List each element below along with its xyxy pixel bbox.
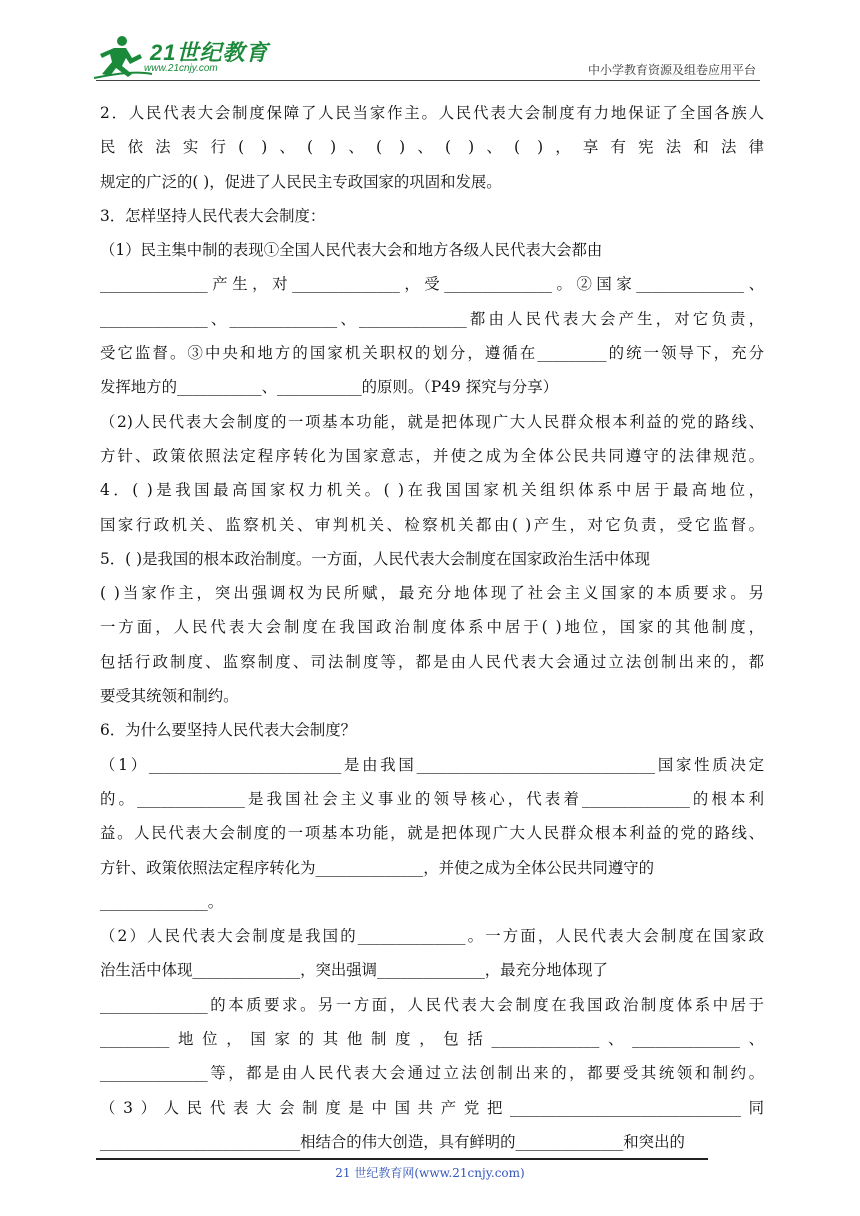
- text-line: 民依法实行( )、( )、( )、( )、( )，享有宪法和法律: [100, 138, 764, 157]
- text-line: 受它监督。③中央和地方的国家机关职权的划分，遵循在_________的统一领导下，充分: [100, 344, 764, 363]
- text-line: 包括行政制度、监察制度、司法制度等，都是由人民代表大会通过立法创制出来的，都: [100, 652, 764, 671]
- footer-text: 21 世纪教育网(www.21cnjy.com): [335, 1166, 525, 1180]
- text-line: 的。______________是我国社会主义事业的领导核心，代表着______________的根本利: [100, 789, 764, 808]
- logo-text: 21世纪教育: [150, 40, 269, 65]
- worksheet-body: [100, 96, 764, 1159]
- text-line: ( )当家作主，突出强调权为民所赋，最充分地体现了社会主义国家的本质要求。另: [100, 584, 764, 603]
- text-line: 方针、政策依照法定程序转化为______________，并使之成为全体公民共同遵守的: [100, 858, 655, 877]
- text-line: 发挥地方的___________、___________的原则。（P49 探究与分享）: [100, 378, 559, 397]
- text-line: （1）民主集中制的表现①全国人民代表大会和地方各级人民代表大会都由: [100, 241, 603, 260]
- text-line: ______________、______________、______________都由人民代表大会产生，对它负责，: [100, 309, 764, 328]
- text-line: 益。人民代表大会制度的一项基本功能，就是把体现广大人民群众根本利益的党的路线、: [100, 824, 764, 843]
- text-line: 6．为什么要坚持人民代表大会制度？: [100, 721, 357, 740]
- text-line: 4．( )是我国最高国家权力机关。( )在我国国家机关组织体系中居于最高地位，: [100, 481, 764, 500]
- header-divider: [96, 80, 760, 81]
- header-platform-title: 中小学教育资源及组卷应用平台: [587, 63, 756, 77]
- text-line: 要受其统领和制约。: [100, 687, 239, 706]
- text-line: _________地位，国家的其他制度，包括______________、______________、: [100, 1030, 764, 1049]
- page-header: [0, 0, 860, 84]
- text-line: 2．人民代表大会制度保障了人民当家作主。人民代表大会制度有力地保证了全国各族人: [100, 104, 764, 122]
- text-line: ______________。: [100, 892, 224, 911]
- text-line: __________________________相结合的伟大创造，具有鲜明的______________和突出的: [100, 1132, 685, 1151]
- text-line: 5．( )是我国的根本政治制度。一方面，人民代表大会制度在国家政治生活中体现: [100, 549, 650, 568]
- text-line: 国家行政机关、监察机关、审判机关、检察机关都由( )产生，对它负责，受它监督。: [100, 515, 764, 534]
- footer-divider: [96, 1158, 708, 1160]
- text-line: 规定的广泛的( )，促进了人民民主专政国家的巩固和发展。: [100, 172, 502, 191]
- text-line: ______________产生，对______________，受______________。②国家______________、: [100, 275, 764, 294]
- text-line: ______________等，都是由人民代表大会通过立法创制出来的，都要受其统领和制约。: [100, 1064, 764, 1083]
- text-line: （2)人民代表大会制度的一项基本功能，就是把体现广大人民群众根本利益的党的路线、: [100, 412, 764, 431]
- text-line: 治生活中体现______________，突出强调______________，最充分地体现了: [100, 961, 608, 980]
- text-line: 3．怎样坚持人民代表大会制度：: [100, 206, 326, 225]
- text-line: （1）_________________________是由我国_______________________________国家性质决定: [100, 755, 764, 774]
- text-line: ______________的本质要求。另一方面，人民代表大会制度在我国政治制度体系中居于: [100, 995, 764, 1014]
- logo-subtext: www.21cnjy.com: [144, 63, 218, 74]
- text-line: 方针、政策依照法定程序转化为国家意志，并使之成为全体公民共同遵守的法律规范。: [100, 446, 764, 465]
- text-line: （3）人民代表大会制度是中国共产党把______________________________同: [100, 1098, 764, 1117]
- text-line: 一方面，人民代表大会制度在我国政治制度体系中居于( )地位，国家的其他制度，: [100, 618, 764, 637]
- text-line: （2）人民代表大会制度是我国的______________。一方面，人民代表大会制度在国家政: [100, 927, 764, 946]
